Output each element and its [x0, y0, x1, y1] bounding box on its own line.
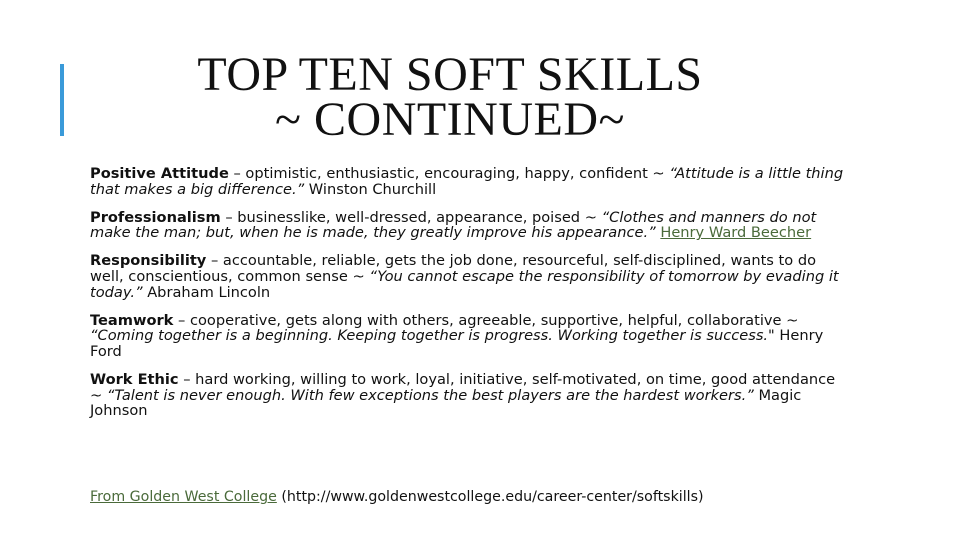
skill-quote: “Coming together is a beginning. Keeping together is progress. Working together is success." [90, 327, 775, 345]
source-link[interactable]: From Golden West College [90, 489, 277, 505]
skill-term: Responsibility [90, 252, 207, 270]
skill-positive-attitude [90, 166, 850, 197]
skill-description: – accountable, reliable, gets the job done, resourceful, self-disciplined, wants to do well, conscientious, common sense ~ [90, 252, 817, 285]
skill-quote: “Attitude is a little thing that makes a big difference.” [90, 165, 844, 198]
skill-description: – businesslike, well-dressed, appearance, poised ~ [220, 208, 602, 226]
skill-author: Winston Churchill [304, 180, 437, 198]
skill-term: Positive Attitude [90, 165, 229, 182]
skill-teamwork [90, 313, 850, 360]
source-url: (http://www.goldenwestcollege.edu/career-center/softskills) [276, 489, 704, 505]
skill-term: Teamwork [90, 311, 174, 329]
title-line-1: TOP TEN SOFT SKILLS [197, 48, 703, 101]
skill-description: – hard working, willing to work, loyal, initiative, self-motivated, on time, good attendance ~ [90, 370, 836, 404]
skill-description: – optimistic, enthusiastic, encouraging, happy, confident ~ [228, 165, 670, 182]
skill-term: Work Ethic [90, 370, 179, 388]
accent-bar [60, 64, 64, 136]
skill-description: – cooperative, gets along with others, agreeable, supportive, helpful, collaborative ~ [173, 311, 799, 329]
skill-author: Henry Ford [90, 327, 824, 360]
slide-title [120, 48, 780, 146]
skills-list [90, 166, 850, 431]
skill-responsibility [90, 253, 850, 300]
skill-term: Professionalism [90, 208, 221, 226]
source-footer [90, 489, 704, 505]
skill-quote: “Clothes and manners do not make the man; but, when he is made, they greatly improve his appearance.” [90, 208, 817, 242]
skill-quote: “Talent is never enough. With few exceptions the best players are the hardest workers.” [106, 386, 754, 404]
skill-author: Abraham Lincoln [142, 283, 271, 301]
skill-work-ethic [90, 372, 850, 419]
skill-author: Magic Johnson [90, 386, 802, 420]
skill-quote: “You cannot escape the responsibility of tomorrow by evading it today.” [90, 267, 839, 301]
skill-professionalism [90, 210, 850, 241]
title-line-2: ~ CONTINUED~ [275, 93, 625, 146]
author-link-henry-ward-beecher[interactable]: Henry Ward Beecher [660, 224, 812, 242]
